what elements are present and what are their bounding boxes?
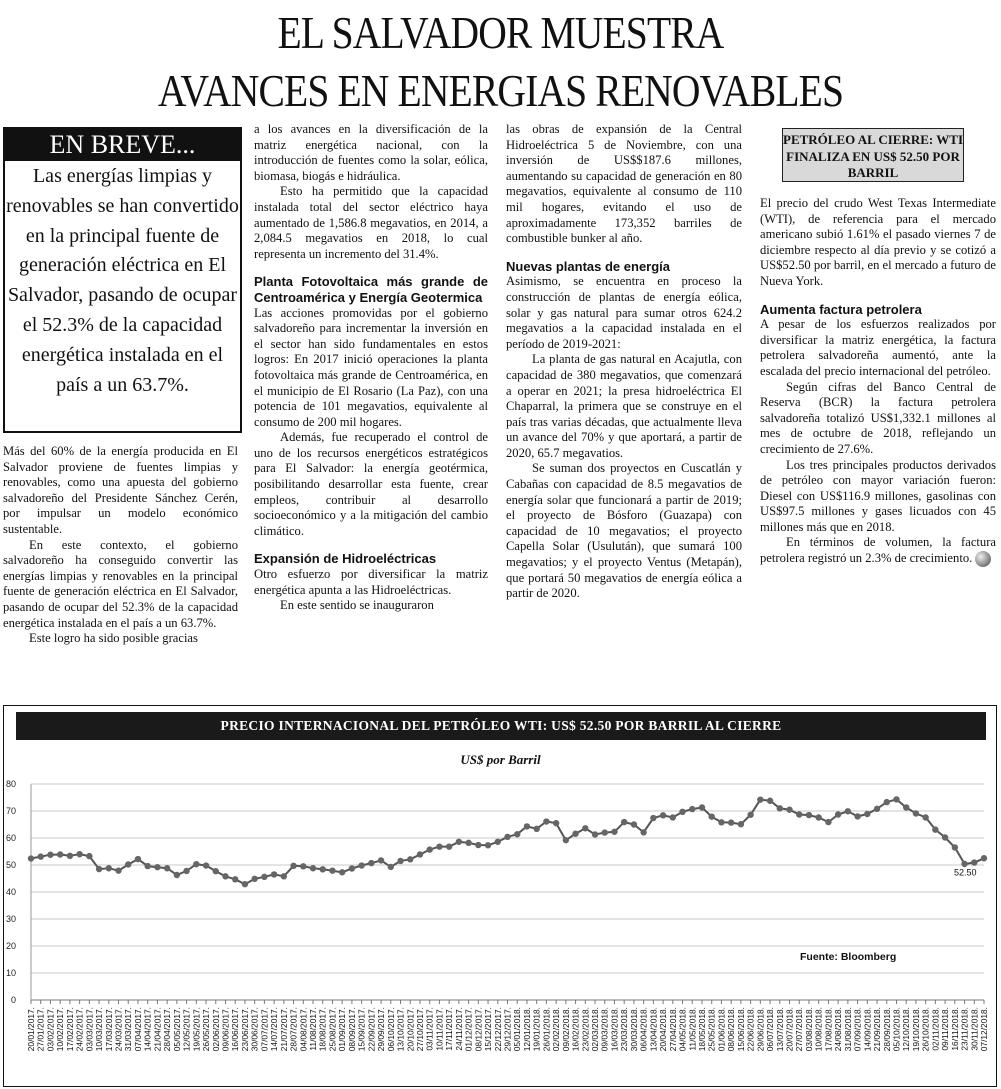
data-point bbox=[670, 814, 676, 820]
x-tick-label: 24/02/2017. bbox=[74, 1007, 85, 1052]
data-point bbox=[349, 865, 355, 871]
data-point bbox=[777, 805, 783, 811]
x-tick-label: 12/10/2018. bbox=[901, 1007, 912, 1052]
x-tick-label: 24/08/2018. bbox=[833, 1007, 844, 1052]
data-point bbox=[407, 856, 413, 862]
data-point bbox=[183, 868, 189, 874]
data-point bbox=[922, 814, 928, 820]
x-tick-label: 26/01/2018. bbox=[541, 1007, 552, 1052]
data-point bbox=[446, 843, 452, 849]
data-point bbox=[310, 865, 316, 871]
data-point bbox=[796, 811, 802, 817]
paragraph: El precio del crudo West Texas Intermediate (WTI), de referencia para el mercado americano subió 1.61% el pasado viernes 7 de diciembre respecto al día previo y se cotizó a US$52.50 por barril, en el mercado a futuro de Nueva York. bbox=[760, 196, 996, 288]
data-point bbox=[436, 843, 442, 849]
data-point bbox=[572, 830, 578, 836]
data-point bbox=[981, 855, 987, 861]
data-point bbox=[932, 826, 938, 832]
paragraph: A pesar de los esfuerzos realizados por diversificar la matriz energética, la factura petrolera salvadoreña aumentó, ante la escalada del precio internacional del petróleo. bbox=[760, 317, 996, 378]
last-value-label: 52.50 bbox=[954, 867, 977, 878]
x-tick-label: 04/08/2017. bbox=[298, 1007, 309, 1052]
data-point bbox=[961, 861, 967, 867]
y-tick-label: 10 bbox=[5, 968, 16, 978]
data-point bbox=[854, 813, 860, 819]
data-point bbox=[679, 809, 685, 815]
x-tick-label: 02/03/2018. bbox=[590, 1007, 600, 1052]
data-point bbox=[203, 862, 209, 868]
data-point bbox=[38, 853, 44, 859]
data-point bbox=[815, 814, 821, 820]
data-point bbox=[174, 872, 180, 878]
article-column-3 bbox=[506, 122, 742, 602]
x-tick-label: 29/12/2017. bbox=[502, 1007, 513, 1052]
x-tick-label: 25/08/2017. bbox=[327, 1007, 338, 1052]
data-point bbox=[213, 868, 219, 874]
x-tick-label: 11/05/2018. bbox=[687, 1007, 698, 1051]
x-tick-label: 23/03/2018. bbox=[619, 1007, 630, 1052]
data-point bbox=[835, 811, 841, 817]
x-tick-label: 31/03/2017. bbox=[123, 1007, 134, 1052]
y-tick-label: 0 bbox=[10, 995, 16, 1005]
x-tick-label: 08/06/2018. bbox=[726, 1007, 737, 1052]
data-point bbox=[76, 851, 82, 857]
data-point bbox=[339, 869, 345, 875]
x-tick-label: 08/09/2017. bbox=[346, 1007, 357, 1052]
paragraph bbox=[760, 535, 996, 567]
data-point bbox=[884, 799, 890, 805]
data-point bbox=[378, 857, 384, 863]
headline-line-1: EL SALVADOR MUESTRA bbox=[277, 7, 724, 58]
x-tick-label: 29/06/2018. bbox=[755, 1007, 766, 1052]
data-point bbox=[874, 806, 880, 812]
x-tick-label: 03/03/2017. bbox=[84, 1007, 95, 1052]
data-point bbox=[806, 812, 812, 818]
data-point bbox=[495, 839, 501, 845]
x-tick-label: 13/07/2018. bbox=[774, 1007, 785, 1052]
data-point bbox=[28, 855, 34, 861]
data-point bbox=[913, 810, 919, 816]
data-point bbox=[106, 865, 112, 871]
x-tick-label: 11/08/2017. bbox=[308, 1007, 318, 1051]
subheading: Expansión de Hidroeléctricas bbox=[254, 551, 437, 567]
x-tick-label: 30/03/2018. bbox=[628, 1007, 639, 1052]
x-tick-label: 08/12/2017. bbox=[473, 1007, 484, 1052]
x-tick-label: 06/04/2018. bbox=[638, 1007, 649, 1052]
globe-icon bbox=[975, 551, 991, 567]
x-tick-label: 13/10/2017. bbox=[395, 1007, 406, 1052]
x-tick-label: 17/03/2017. bbox=[103, 1007, 114, 1052]
x-tick-label: 05/01/2018. bbox=[512, 1007, 523, 1052]
x-tick-label: 03/02/2017. bbox=[45, 1007, 56, 1052]
x-tick-label: 13/04/2018. bbox=[648, 1007, 659, 1052]
x-tick-label: 10/11/2017. bbox=[434, 1007, 445, 1051]
paragraph: Según cifras del Banco Central de Reserva (BCR) la factura petrolera salvadoreña totalizó US$1,332.1 millones al mes de octubre de 2018, reflejando un crecimiento de 27.6%. bbox=[760, 379, 996, 456]
y-tick-label: 60 bbox=[5, 833, 16, 843]
data-point bbox=[504, 834, 510, 840]
data-point bbox=[640, 829, 646, 835]
data-point bbox=[660, 812, 666, 818]
x-tick-label: 24/03/2017. bbox=[113, 1007, 124, 1052]
data-point bbox=[329, 867, 335, 873]
data-point bbox=[631, 821, 637, 827]
en-breve-text: Las energías limpias y renovables se han convertido en la principal fuente de generación eléctrica en El Salvador, pasando de ocupar el 52.3% de la capacidad energética instalada en el país a un 63.7%. bbox=[6, 165, 239, 396]
data-point bbox=[261, 874, 267, 880]
paragraph: Más del 60% de la energía producida en El Salvador proviene de fuentes limpias y renovables, como una apuesta del gobierno salvadoreño del Presidente Sánchez Cerén, por impulsar un modelo económico sustentable. bbox=[3, 444, 238, 536]
x-tick-label: 19/01/2018. bbox=[531, 1007, 542, 1052]
data-point bbox=[320, 866, 326, 872]
headline bbox=[70, 4, 931, 120]
x-tick-label: 22/09/2017. bbox=[366, 1007, 377, 1052]
data-point bbox=[864, 811, 870, 817]
data-point bbox=[952, 844, 958, 850]
x-tick-label: 01/06/2018. bbox=[716, 1007, 727, 1052]
data-point bbox=[86, 853, 92, 859]
x-tick-label: 04/05/2018. bbox=[677, 1007, 688, 1052]
paragraph: Las acciones promovidas por el gobierno salvadoreño para incrementar la inversión en el sector han sido fundamentales en estos logros: En 2017 inició operaciones la planta fotovoltaica más grande de Centroamérica, en el municipio de El Rosario (La Paz), con una potencia de 101 megavatios, equivalente al consumo de 200 mil hogares. bbox=[254, 305, 488, 429]
series-line bbox=[31, 799, 984, 884]
paragraph: las obras de expansión de la Central Hidroeléctrica 5 de Noviembre, con una inversión de US$$187.6 millones, aumentando su capacidad de generación en 80 megavatios, equivalente al consumo de 110 mil hogares, evitando el uso de aproximadamente 173,352 barriles de combustible bunker al año. bbox=[506, 122, 742, 246]
data-point bbox=[650, 815, 656, 821]
data-point bbox=[553, 820, 559, 826]
data-point bbox=[747, 812, 753, 818]
x-tick-label: 02/06/2017. bbox=[210, 1007, 221, 1052]
paragraph: a los avances en la diversificación de la matriz energética nacional, con la introducción de fuentes como la solar, eólica, biomasa, biogás e hidráulica. bbox=[254, 122, 488, 183]
x-tick-label: 06/10/2017. bbox=[385, 1007, 396, 1052]
paragraph: Asimismo, se encuentra en proceso la construcción de plantas de energía eólica, solar y gas natural para sumar otros 624.2 megavatios a la capacidad instalada en el período de 2019-2021: bbox=[506, 274, 742, 351]
x-tick-label: 28/07/2017. bbox=[288, 1007, 299, 1052]
marker-layer bbox=[28, 796, 987, 887]
x-tick-label: 23/06/2017. bbox=[239, 1007, 250, 1052]
x-tick-label: 23/11/2018. bbox=[959, 1007, 970, 1051]
x-tick-label: 03/11/2017. bbox=[424, 1007, 435, 1051]
data-point bbox=[602, 829, 608, 835]
x-tick-label: 27/07/2018. bbox=[794, 1007, 805, 1052]
paragraph: Esto ha permitido que la capacidad instalada total del sector eléctrico haya aumentado de 1,586.8 megavatios, en 2014, a 2,084.5 megavatios en 2018, lo cual representa un incremento del 31.4%. bbox=[254, 184, 488, 261]
source-label: Fuente: Bloomberg bbox=[800, 951, 897, 963]
x-tick-label: 21/09/2018. bbox=[872, 1007, 882, 1052]
x-tick-label: 16/02/2018. bbox=[570, 1007, 581, 1052]
data-point bbox=[271, 871, 277, 877]
x-tick-label: 25/05/2018. bbox=[706, 1007, 717, 1052]
paragraph: Además, fue recuperado el control de uno de los recursos energéticos estratégicos para El Salvador: la energía geotérmica, posibilitando desarrollar esta fuente, crear empleos, contribuir al desarrollo socioeconómico y a la mitigación del cambio climático. bbox=[254, 430, 488, 538]
data-point bbox=[738, 821, 744, 827]
subheading: Nuevas plantas de energía bbox=[506, 258, 671, 274]
article-column-4 bbox=[760, 196, 996, 567]
x-tick-label: 10/02/2017. bbox=[55, 1007, 66, 1052]
x-tick-label: 28/04/2017. bbox=[162, 1007, 173, 1052]
subheading: Planta Fotovoltaica más grande de Centroamérica y Energía Geotermica bbox=[254, 274, 488, 305]
x-tick-label: 14/07/2017. bbox=[269, 1007, 280, 1052]
data-point bbox=[115, 867, 121, 873]
data-point bbox=[164, 865, 170, 871]
x-tick-label: 21/04/2017. bbox=[152, 1007, 163, 1052]
x-tick-label: 15/06/2018. bbox=[735, 1007, 746, 1052]
data-point bbox=[689, 806, 695, 812]
data-point bbox=[427, 846, 433, 852]
data-point bbox=[417, 851, 423, 857]
wti-price-line-chart bbox=[0, 760, 1001, 1085]
data-point bbox=[709, 813, 715, 819]
x-tick-label: 09/02/2018. bbox=[560, 1007, 571, 1052]
data-point bbox=[524, 823, 530, 829]
data-point bbox=[893, 796, 899, 802]
x-tick-label: 01/12/2017. bbox=[463, 1007, 474, 1052]
x-tick-label: 12/01/2018. bbox=[521, 1007, 532, 1052]
paragraph-text: En términos de volumen, la factura petrolera registró un 2.3% de crecimiento. bbox=[760, 535, 996, 566]
x-tick-label: 30/11/2018. bbox=[969, 1007, 980, 1051]
chart-title: PRECIO INTERNACIONAL DEL PETRÓLEO WTI: US$ 52.50 POR BARRIL AL CIERRE bbox=[16, 712, 986, 740]
data-point bbox=[942, 834, 948, 840]
data-point bbox=[475, 842, 481, 848]
petroleo-cierre-box: PETRÓLEO AL CIERRE: WTI FINALIZA EN US$ 52.50 POR BARRIL bbox=[782, 128, 964, 182]
x-tick-label: 07/04/2017. bbox=[133, 1007, 143, 1052]
data-point bbox=[903, 804, 909, 810]
y-tick-label: 80 bbox=[5, 779, 16, 789]
x-tick-label: 17/02/2017. bbox=[64, 1007, 75, 1052]
x-tick-label: 20/01/2017. bbox=[26, 1007, 36, 1052]
data-point bbox=[456, 839, 462, 845]
subheading: Aumenta factura petrolera bbox=[760, 301, 922, 317]
paragraph: Los tres principales productos derivados de petróleo con mayor variación fueron: Diesel con US$116.9 millones, gasolinas con US$97.5 millones y gases licuados con 45 millones más que en 2018. bbox=[760, 457, 996, 534]
x-tick-label: 03/08/2018. bbox=[804, 1007, 814, 1052]
x-tick-label: 27/04/2018. bbox=[667, 1007, 678, 1052]
data-point bbox=[144, 863, 150, 869]
x-tick-label: 10/03/2017. bbox=[94, 1007, 105, 1052]
data-point bbox=[368, 860, 374, 866]
x-tick-label: 16/06/2017. bbox=[230, 1007, 241, 1052]
article-column-1 bbox=[3, 444, 238, 647]
x-tick-label: 09/11/2018. bbox=[940, 1007, 951, 1051]
data-point bbox=[514, 831, 520, 837]
data-point bbox=[485, 842, 491, 848]
x-tick-label: 19/10/2018. bbox=[910, 1007, 921, 1052]
x-tick-label: 23/02/2018. bbox=[580, 1007, 591, 1052]
x-tick-label: 02/11/2018. bbox=[930, 1007, 941, 1051]
data-point bbox=[232, 876, 238, 882]
x-tick-label: 31/08/2018. bbox=[842, 1007, 853, 1052]
x-tick-label: 24/11/2017. bbox=[453, 1007, 464, 1051]
x-tick-label: 14/09/2018. bbox=[862, 1007, 873, 1052]
x-tick-label: 15/09/2017. bbox=[356, 1007, 367, 1052]
data-point bbox=[67, 853, 73, 859]
x-tick-label: 27/01/2017. bbox=[35, 1007, 46, 1052]
data-point bbox=[611, 829, 617, 835]
x-tick-label: 07/09/2018. bbox=[852, 1007, 863, 1052]
x-tick-label: 30/06/2017. bbox=[249, 1007, 260, 1052]
x-tick-label: 01/09/2017. bbox=[337, 1007, 348, 1052]
data-point bbox=[193, 861, 199, 867]
x-tick-label: 18/05/2018. bbox=[697, 1007, 707, 1052]
x-tick-label: 26/05/2017. bbox=[201, 1007, 211, 1052]
paragraph: En este sentido se inauguraron bbox=[280, 598, 434, 613]
x-tick-label: 20/04/2018. bbox=[658, 1007, 669, 1052]
y-tick-label: 20 bbox=[5, 941, 16, 951]
data-point bbox=[251, 876, 257, 882]
data-point bbox=[300, 863, 306, 869]
paragraph: Otro esfuerzo por diversificar la matriz energética apunta a las Hidroeléctricas. bbox=[254, 567, 488, 597]
data-point bbox=[845, 808, 851, 814]
en-breve-title: EN BREVE... bbox=[5, 129, 240, 161]
y-tick-label: 30 bbox=[5, 914, 16, 924]
data-point bbox=[621, 819, 627, 825]
x-tick-label: 15/12/2017. bbox=[483, 1007, 494, 1052]
paragraph: La planta de gas natural en Acajutla, con capacidad de 380 megavatios, que comenzará a operar en 2021; la presa hidroeléctrica El Chaparral, la primera que se construye en el país tras varias décadas, que actualmente lleva un avance del 70% y que aportará, a partir de 2020, 65.7 megavatios. bbox=[506, 352, 742, 460]
paragraph: Este logro ha sido posible gracias bbox=[29, 631, 198, 646]
x-tick-label: 12/05/2017. bbox=[181, 1007, 192, 1052]
data-point bbox=[825, 819, 831, 825]
x-tick-label: 28/09/2018. bbox=[881, 1007, 892, 1052]
chart-y-unit-label: US$ por Barril bbox=[460, 752, 541, 767]
data-point bbox=[290, 863, 296, 869]
x-tick-label: 26/10/2018. bbox=[920, 1007, 931, 1052]
x-tick-label: 22/12/2017. bbox=[492, 1007, 503, 1052]
x-tick-label: 20/07/2018. bbox=[784, 1007, 795, 1052]
y-tick-label: 50 bbox=[5, 860, 16, 870]
x-tick-label: 29/09/2017. bbox=[376, 1007, 387, 1052]
paragraph: Se suman dos proyectos en Cuscatlán y Cabañas con capacidad de 8.5 megavatios de energía solar que funcionará a partir de 2019; el proyecto de Bósforo (Guazapa) con capacidad de 10 megavatios; el proyecto Capella Solar (Usulután), que sumará 100 megavatios; y el proyecto Ventus (Metapán), que portará 50 megavatios de energía eólica a partir de 2020. bbox=[506, 461, 742, 601]
grid-layer bbox=[31, 784, 984, 1000]
x-tick-label: 27/10/2017. bbox=[415, 1007, 425, 1052]
x-tick-label: 22/06/2018. bbox=[745, 1007, 756, 1052]
data-point bbox=[563, 837, 569, 843]
x-tick-label: 06/07/2018. bbox=[765, 1007, 776, 1052]
data-point bbox=[281, 873, 287, 879]
data-point bbox=[971, 859, 977, 865]
headline-line-2: AVANCES EN ENERGIAS RENOVABLES bbox=[157, 65, 844, 116]
data-point bbox=[125, 861, 131, 867]
x-tick-label: 14/04/2017. bbox=[142, 1007, 153, 1052]
data-point bbox=[592, 831, 598, 837]
y-tick-label: 70 bbox=[5, 806, 16, 816]
data-point bbox=[397, 858, 403, 864]
data-point bbox=[96, 866, 102, 872]
article-column-2 bbox=[254, 122, 488, 614]
x-tick-label: 05/10/2018. bbox=[891, 1007, 902, 1052]
data-point bbox=[767, 798, 773, 804]
x-tick-label: 18/08/2017. bbox=[317, 1007, 328, 1052]
x-tick-label-layer bbox=[26, 1007, 989, 1051]
data-point bbox=[47, 852, 53, 858]
en-breve-box bbox=[3, 127, 242, 433]
y-tick-label: 40 bbox=[5, 887, 16, 897]
data-point bbox=[358, 862, 364, 868]
x-tick-label: 09/03/2018. bbox=[599, 1007, 610, 1052]
data-point bbox=[757, 796, 763, 802]
x-tick-label: 05/05/2017. bbox=[171, 1007, 182, 1052]
data-point bbox=[57, 851, 63, 857]
data-point bbox=[242, 881, 248, 887]
data-point bbox=[135, 856, 141, 862]
data-point bbox=[465, 840, 471, 846]
data-point bbox=[533, 826, 539, 832]
x-tick-label: 07/07/2017. bbox=[259, 1007, 270, 1052]
data-point bbox=[543, 818, 549, 824]
data-point bbox=[388, 864, 394, 870]
x-tick-label: 17/11/2017. bbox=[444, 1007, 455, 1051]
data-point bbox=[582, 825, 588, 831]
data-point bbox=[154, 864, 160, 870]
x-tick-label: 21/07/2017. bbox=[278, 1007, 289, 1052]
x-tick-label: 10/08/2018. bbox=[813, 1007, 824, 1052]
x-tick-label: 09/06/2017. bbox=[220, 1007, 231, 1052]
paragraph: En este contexto, el gobierno salvadoreño ha conseguido convertir las energías limpias y renovables en la principal fuente de generación eléctrica en El Salvador, pasando de ocupar del 52.3% de la capacidad energética instalada en el país a un 63.7%. bbox=[3, 537, 238, 630]
x-tick-label: 07/12/2018. bbox=[979, 1007, 989, 1052]
data-point bbox=[728, 819, 734, 825]
x-tick-label: 17/08/2018. bbox=[823, 1007, 834, 1052]
data-point bbox=[786, 806, 792, 812]
x-tick-label: 02/02/2018. bbox=[551, 1007, 562, 1052]
data-point bbox=[222, 873, 228, 879]
x-tick-label: 20/10/2017. bbox=[405, 1007, 416, 1052]
x-tick-label: 19/05/2017. bbox=[191, 1007, 202, 1052]
x-tick-label: 16/11/2018. bbox=[949, 1007, 960, 1051]
x-tick-label: 16/03/2018. bbox=[609, 1007, 620, 1052]
data-point bbox=[718, 819, 724, 825]
data-point bbox=[699, 804, 705, 810]
